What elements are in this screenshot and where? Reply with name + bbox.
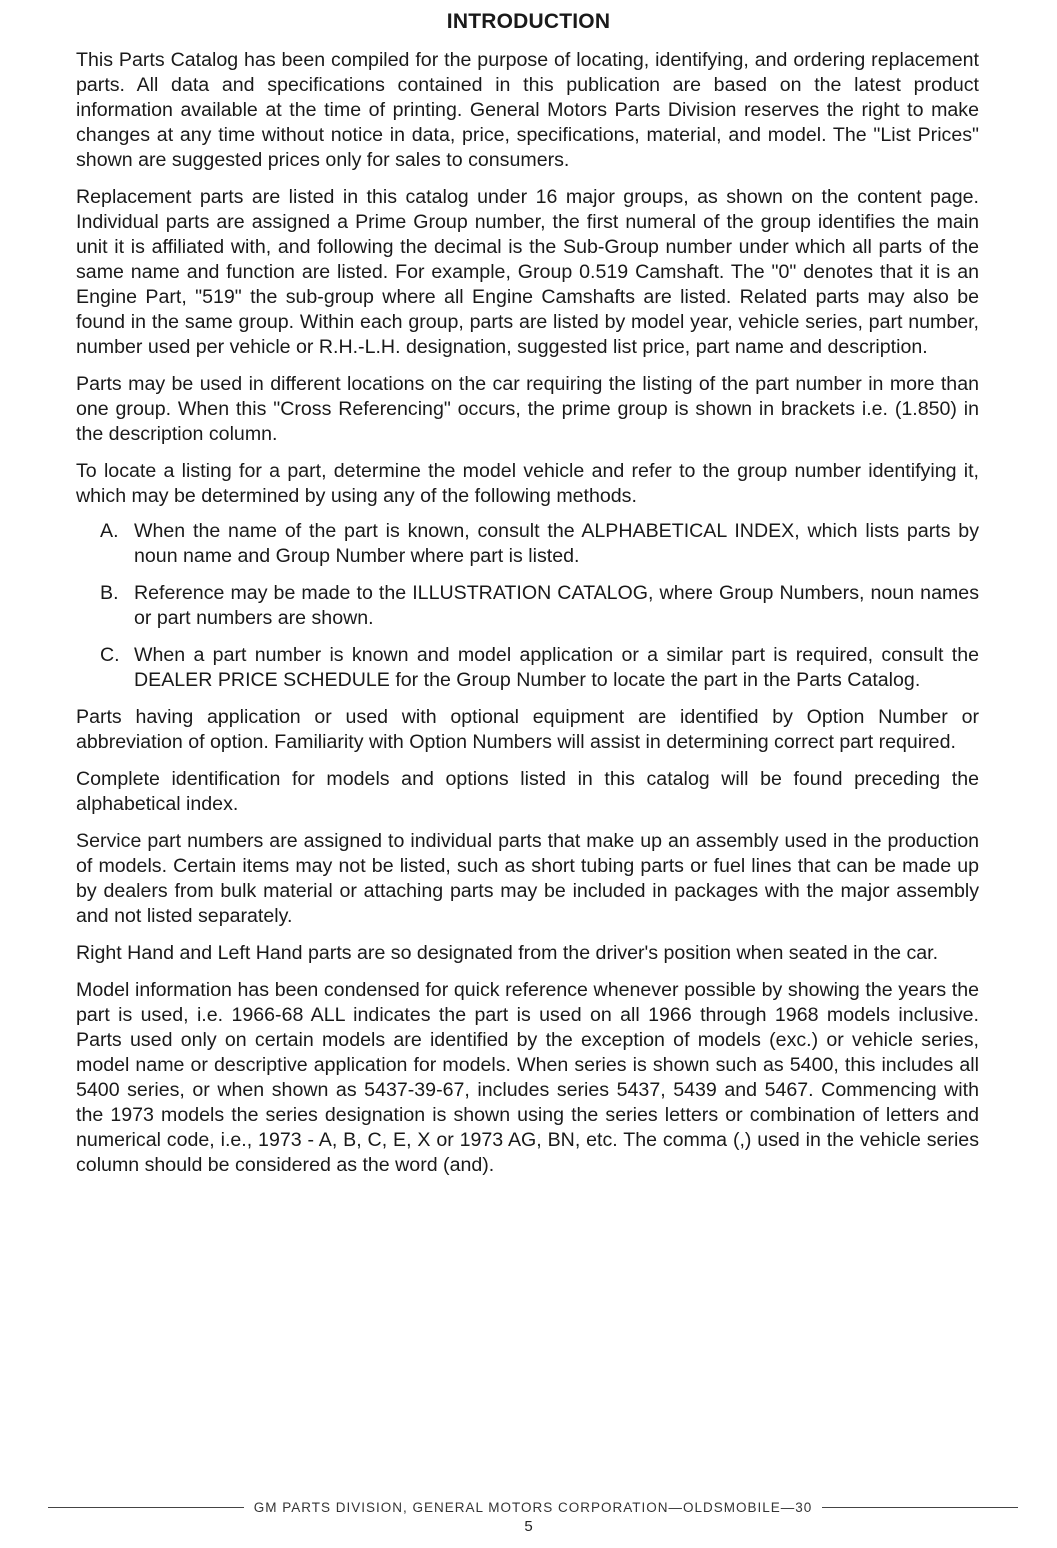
method-text: When the name of the part is known, consult the ALPHABETICAL INDEX, which lists parts by noun name and Group Number where part is listed. (134, 520, 979, 567)
paragraph-right-left-hand: Right Hand and Left Hand parts are so designated from the driver's position when seated in the car. (76, 942, 939, 964)
method-text: Reference may be made to the ILLUSTRATION CATALOG, where Group Numbers, noun names or part numbers are shown. (134, 582, 979, 629)
method-letter: A. (100, 520, 119, 542)
method-letter: B. (100, 582, 119, 604)
paragraph-identification: Complete identification for models and options listed in this catalog will be found preceding the alphabetical index. (76, 768, 979, 815)
method-item-a (76, 519, 979, 569)
paragraph-model-information: Model information has been condensed for quick reference whenever possible by showing the years the part is used, i.e. 1966-68 ALL indicates the part is used on all 1966 through 1968 models inclusive. Parts used only on certain models are identified by the exception of models (exc.) or vehicle series, model name or descriptive application for models. When series is shown such as 5400, this includes all 5400 series, or when shown as 5437-39-67, includes series 5437, 5439 and 5467. Commencing with the 1973 models the series designation is shown using the series letters or combination of letters and numerical code, i.e., 1973 - A, B, C, E, X or 1973 AG, BN, etc. The comma (,) used in the vehicle series column should be considered as the word (and). (76, 979, 979, 1176)
paragraph-purpose: This Parts Catalog has been compiled for the purpose of locating, identifying, and ordering replacement parts. All data and specifications contained in this publication are based on the latest product information available at the time of printing. General Motors Parts Division reserves the right to make changes at any time without notice in data, price, specifications, material, and model. The "List Prices" shown are suggested prices only for sales to consumers. (76, 49, 979, 171)
page-number: 5 (524, 1518, 533, 1535)
method-item-b (76, 581, 979, 631)
footer-rule-left (48, 1507, 244, 1508)
method-item-c (76, 643, 979, 693)
introduction-body (76, 48, 979, 1190)
paragraph-groups: Replacement parts are listed in this catalog under 16 major groups, as shown on the content page. Individual parts are assigned a Prime Group number, the first numeral of the group identifies the main unit it is affiliated with, and following the decimal is the Sub-Group number under which all parts of the same name and function are listed. For example, Group 0.519 Camshaft. The "0" denotes that it is an Engine Part, "519" the sub-group where all Engine Camshafts are listed. Related parts may also be found in the same group. Within each group, parts are listed by model year, vehicle series, part number, number used per vehicle or R.H.-L.H. designation, suggested list price, part name and description. (76, 186, 979, 358)
paragraph-option-numbers: Parts having application or used with optional equipment are identified by Option Number or abbreviation of option. Familiarity with Option Numbers will assist in determining correct part required. (76, 706, 979, 753)
paragraph-cross-referencing: Parts may be used in different locations on the car requiring the listing of the part number in more than one group. When this "Cross Referencing" occurs, the prime group is shown in brackets i.e. (1.850) in the description column. (76, 373, 979, 445)
footer-text: GM PARTS DIVISION, GENERAL MOTORS CORPORATION—OLDSMOBILE—30 (253, 1500, 813, 1515)
method-letter: C. (100, 644, 120, 666)
method-text: When a part number is known and model application or a similar part is required, consult the DEALER PRICE SCHEDULE for the Group Number to locate the part in the Parts Catalog. (134, 644, 979, 691)
footer-rule-right (822, 1507, 1018, 1508)
paragraph-locate-listing: To locate a listing for a part, determine the model vehicle and refer to the group number identifying it, which may be determined by using any of the following methods. (76, 460, 979, 507)
paragraph-service-part-numbers: Service part numbers are assigned to individual parts that make up an assembly used in the production of models. Certain items may not be listed, such as short tubing parts or fuel lines that can be made up by dealers from bulk material or attaching parts may be included in packages with the major assembly and not listed separately. (76, 830, 979, 927)
page-footer (48, 1500, 1018, 1515)
page-title: INTRODUCTION (446, 10, 611, 33)
